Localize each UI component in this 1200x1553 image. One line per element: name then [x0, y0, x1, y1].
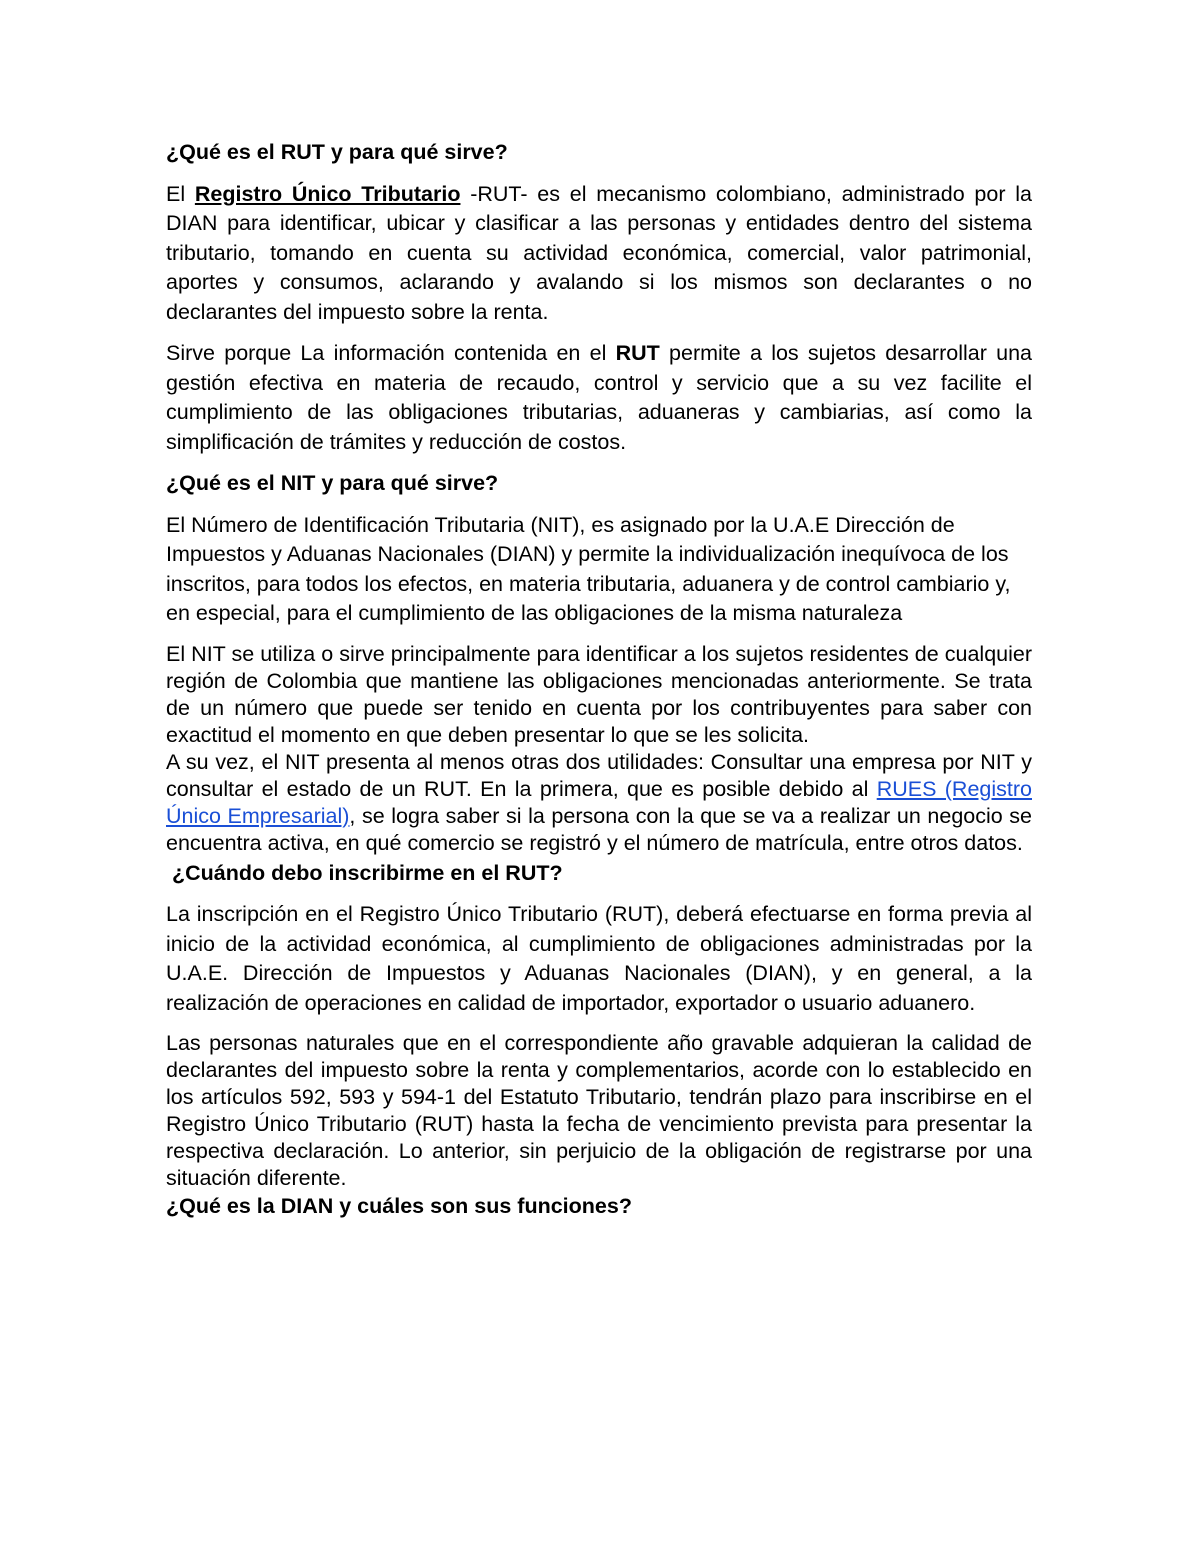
heading-inscription: ¿Cuándo debo inscribirme en el RUT? [172, 860, 563, 885]
rut-definition-intro: El [166, 181, 195, 206]
paragraph-nit-definition: El Número de Identificación Tributaria (NIT), es asignado por la U.A.E Dirección de Impuestos y Aduanas Nacionales (DIAN) y permite la individualización inequívoca de los inscritos, para todos los efectos, en materia tributaria, aduanera y de control cambiario y, en especial, para el cumplimiento de las obligaciones de la misma naturaleza [166, 512, 1011, 625]
paragraph-rut-definition [166, 180, 1032, 328]
document-page [166, 138, 1032, 1234]
heading-rut: ¿Qué es el RUT y para qué sirve? [166, 140, 508, 164]
nit-utilities-intro: A su vez, el NIT presenta al menos otras dos utilidades: Consultar una empresa por NIT y consultar el estado de un RUT. En la primera, que es posible debido al [166, 749, 1032, 801]
paragraph-rut-purpose [166, 339, 1032, 457]
registro-unico-tributario-term: Registro Único Tributario [194, 181, 461, 206]
paragraph-nit-usage: El NIT se utiliza o sirve principalmente para identificar a los sujetos residentes de cualquier región de Colombia que mantiene las obligaciones mencionadas anteriormente. Se trata de un número que puede ser tenido en cuenta por los contribuyentes para saber con exactitud el momento en que deben presentar lo que se les solicita. [166, 641, 1032, 747]
rut-purpose-body: permite a los sujetos desarrollar una gestión efectiva en materia de recaudo, control y servicio que a su vez facilite el cumplimiento de las obligaciones tributarias, aduaneras y cambiarias, así como la simplificación de trámites y reducción de costos. [166, 341, 1032, 454]
nit-utilities-body: , se logra saber si la persona con la que se va a realizar un negocio se encuentra activa, en qué comercio se registró y el número de matrícula, entre otros datos. [166, 803, 1033, 855]
rut-purpose-intro: Sirve porque La información contenida en el [166, 341, 616, 365]
paragraph-natural-persons: Las personas naturales que en el correspondiente año gravable adquieran la calidad de declarantes del impuesto sobre la renta y complementarios, acorde con lo establecido en los artículos 592, 593 y 594-1 del Estatuto Tributario, tendrán plazo para inscribirse en el Registro Único Tributario (RUT) hasta la fecha de vencimiento prevista para presentar la respectiva declaración. Lo anterior, sin perjuicio de la obligación de registrarse por una situación diferente. [166, 1031, 1032, 1190]
rues-link[interactable]: RUES (Registro Único Empresarial) [166, 776, 1032, 828]
rut-term: RUT [615, 341, 660, 365]
paragraph-inscription: La inscripción en el Registro Único Tributario (RUT), deberá efectuarse en forma previa al inicio de la actividad económica, al cumplimiento de obligaciones administradas por la U.A.E. Dirección de Impuestos y Aduanas Nacionales (DIAN), y en general, a la realización de operaciones en calidad de importador, exportador o usuario aduanero. [166, 902, 1032, 1015]
heading-nit: ¿Qué es el NIT y para qué sirve? [166, 471, 499, 495]
heading-dian: ¿Qué es la DIAN y cuáles son sus funciones? [166, 1194, 632, 1218]
rut-definition-body: -RUT- es el mecanismo colombiano, administrado por la DIAN para identificar, ubicar y clasificar a las personas y entidades dentro del sistema tributario, tomando en cuenta su actividad económica, comercial, valor patrimonial, aportes y consumos, aclarando y avalando si los mismos son declarantes o no declarantes del impuesto sobre la renta. [166, 181, 1032, 324]
paragraph-nit-utilities [166, 749, 1032, 857]
